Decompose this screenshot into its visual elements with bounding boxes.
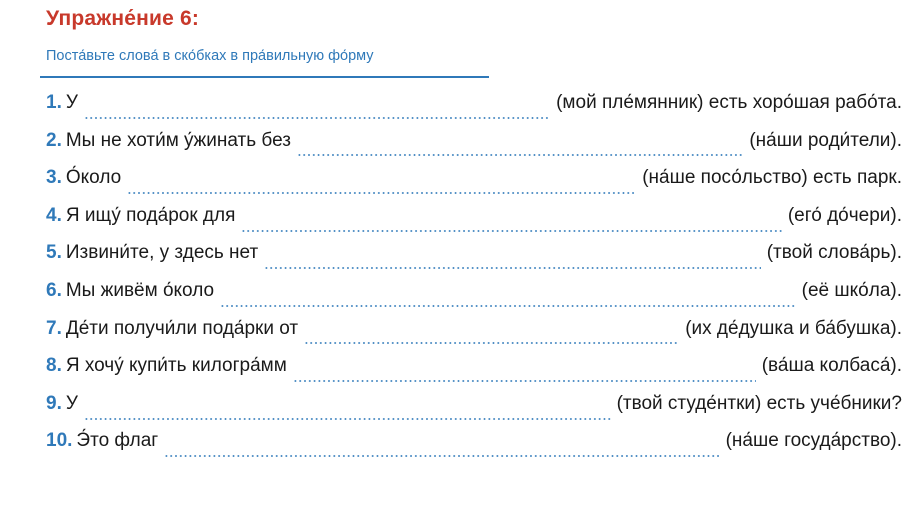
answer-blank[interactable] — [84, 117, 550, 119]
item-number: 8. — [46, 355, 62, 377]
exercise-item — [46, 167, 902, 205]
item-hint: (мой пле́мянник) есть хоро́шая рабо́та. — [556, 92, 902, 113]
exercise-item — [46, 130, 902, 168]
answer-blank[interactable] — [84, 418, 611, 420]
item-hint: (на́ше госуда́рство). — [725, 430, 902, 452]
answer-blank[interactable] — [241, 230, 781, 232]
answer-blank[interactable] — [220, 305, 796, 307]
item-prompt: Мы не хоти́м у́жинать без — [65, 129, 291, 151]
answer-blank[interactable] — [297, 154, 743, 156]
item-hint: (на́ше посо́льство) есть парк. — [642, 167, 902, 189]
item-hint: (на́ши роди́тели). — [749, 129, 902, 151]
exercise-item — [46, 242, 902, 280]
item-prompt: Де́ти получи́ли пода́рки от — [65, 317, 299, 339]
item-prompt: Мы живём о́коло — [65, 279, 215, 301]
item-hint: (его́ до́чери). — [787, 204, 902, 226]
item-hint: (ва́ша колбаса́). — [761, 355, 902, 377]
item-number: 4. — [46, 204, 62, 226]
exercise-item — [46, 205, 902, 243]
answer-blank[interactable] — [304, 342, 679, 344]
answer-blank[interactable] — [164, 455, 719, 457]
item-prompt: О́коло — [65, 167, 122, 189]
exercise-item — [46, 355, 902, 393]
item-prompt: Извини́те, у здесь нет — [65, 242, 259, 264]
exercise-item — [46, 280, 902, 318]
item-hint: (твой слова́рь). — [766, 242, 902, 264]
item-number: 10. — [46, 430, 73, 452]
item-hint: (их де́душка и ба́бушка). — [685, 317, 902, 339]
item-prompt: У — [65, 392, 78, 414]
item-number: 5. — [46, 242, 62, 264]
item-number: 2. — [46, 129, 62, 151]
item-hint: (твой студе́нтки) есть уче́бники? — [616, 392, 902, 414]
answer-blank[interactable] — [293, 380, 756, 382]
item-prompt: Я ищу́ пода́рок для — [65, 204, 236, 226]
exercise-item — [46, 430, 902, 468]
exercise-item — [46, 318, 902, 356]
item-number: 7. — [46, 317, 62, 339]
instruction-underline — [40, 76, 489, 78]
exercise-instruction: Поста́вьте слова́ в ско́бках в пра́вильную фо́рму — [46, 48, 374, 64]
item-prompt: Э́то флаг — [76, 430, 159, 452]
exercise-item — [46, 393, 902, 431]
item-number: 6. — [46, 279, 62, 301]
item-number: 3. — [46, 167, 62, 189]
exercise-list — [46, 92, 902, 468]
item-hint: (её шко́ла). — [801, 279, 902, 301]
item-number: 9. — [46, 392, 62, 414]
item-number: 1. — [46, 92, 62, 113]
exercise-item — [46, 92, 902, 130]
exercise-title: Упражне́ние 6: — [46, 7, 200, 30]
item-prompt: Я хочу́ купи́ть килогра́мм — [65, 355, 287, 377]
answer-blank[interactable] — [127, 192, 636, 194]
item-prompt: У — [65, 92, 78, 113]
answer-blank[interactable] — [264, 267, 761, 269]
